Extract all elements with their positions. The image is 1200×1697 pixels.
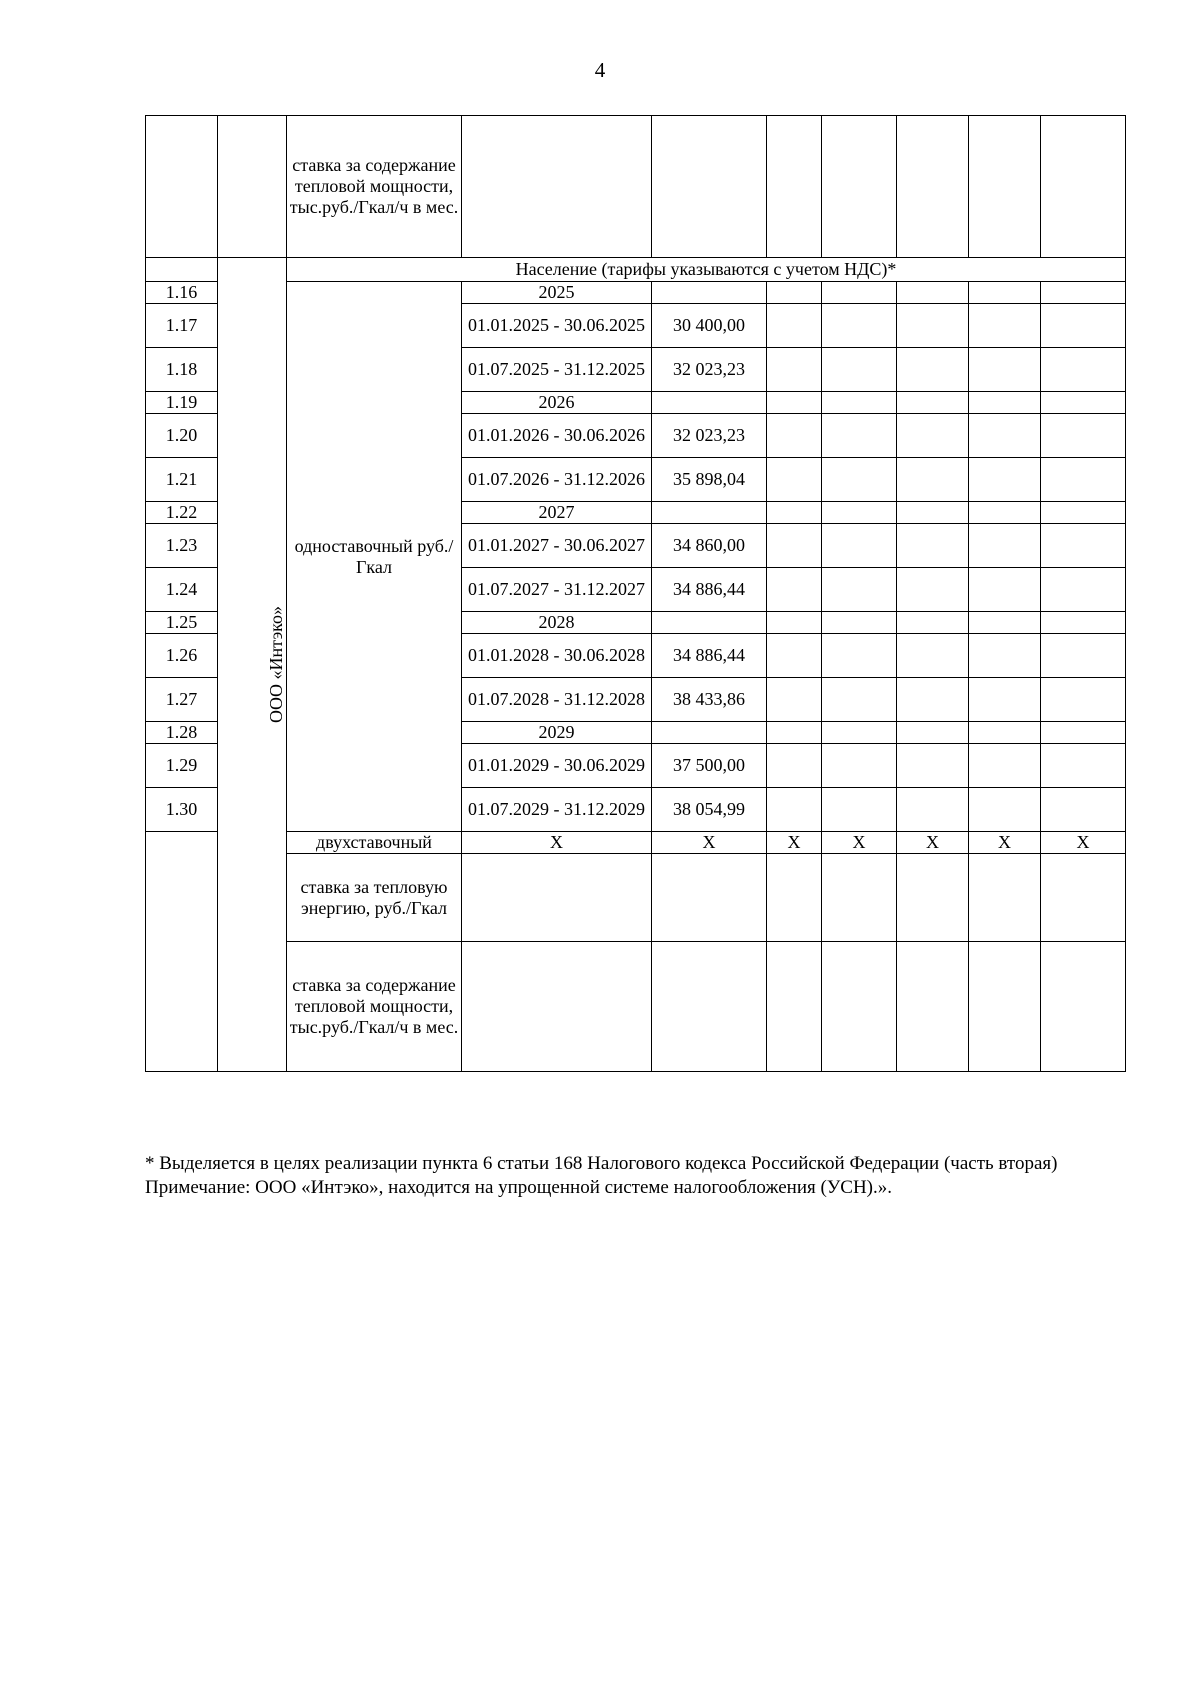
footnote-block <box>145 1152 1125 1200</box>
section-header: Население (тарифы указываются с учетом НДС)* <box>287 258 1126 282</box>
tariff-value: 32 023,23 <box>652 414 767 458</box>
capacity-rate-label: ставка за содержание тепловой мощности, тыс.руб./Гкал/ч в мес. <box>287 116 462 258</box>
x-mark: X <box>822 832 897 854</box>
period-cell: 01.01.2029 - 30.06.2029 <box>462 744 652 788</box>
x-mark: X <box>652 832 767 854</box>
row-number: 1.16 <box>146 282 218 304</box>
period-cell: 01.07.2029 - 31.12.2029 <box>462 788 652 832</box>
tariff-value: 35 898,04 <box>652 458 767 502</box>
row-number: 1.22 <box>146 502 218 524</box>
x-mark: X <box>767 832 822 854</box>
organization-cell <box>218 258 287 1072</box>
x-mark: X <box>969 832 1041 854</box>
row-number: 1.26 <box>146 634 218 678</box>
footnote-text: * Выделяется в целях реализации пункта 6 статьи 168 Налогового кодекса Российской Федерации (часть вторая) <box>145 1153 1058 1174</box>
period-cell: 2029 <box>462 722 652 744</box>
tariff-value <box>652 392 767 414</box>
table-row <box>146 258 1126 282</box>
row-number: 1.25 <box>146 612 218 634</box>
table-row <box>146 942 1126 1072</box>
row-number: 1.17 <box>146 304 218 348</box>
capacity-rate-label: ставка за содержание тепловой мощности, тыс.руб./Гкал/ч в мес. <box>287 942 462 1072</box>
tariff-value <box>652 722 767 744</box>
period-cell: 01.07.2028 - 31.12.2028 <box>462 678 652 722</box>
tariff-table <box>145 115 1126 1072</box>
note-text: Примечание: ООО «Интэко», находится на упрощенной системе налогообложения (УСН).». <box>145 1177 893 1198</box>
period-cell: 01.07.2026 - 31.12.2026 <box>462 458 652 502</box>
row-number: 1.29 <box>146 744 218 788</box>
x-mark: X <box>462 832 652 854</box>
tariff-value: 30 400,00 <box>652 304 767 348</box>
single-rate-label: одноставочный руб./Гкал <box>287 282 462 832</box>
page-number: 4 <box>594 58 606 82</box>
row-number: 1.30 <box>146 788 218 832</box>
two-rate-label: двухставочный <box>287 832 462 854</box>
period-cell: 01.07.2027 - 31.12.2027 <box>462 568 652 612</box>
tariff-value: 38 433,86 <box>652 678 767 722</box>
tariff-value <box>652 282 767 304</box>
period-cell: 01.01.2027 - 30.06.2027 <box>462 524 652 568</box>
period-cell: 01.01.2028 - 30.06.2028 <box>462 634 652 678</box>
tariff-value: 34 860,00 <box>652 524 767 568</box>
table-row <box>146 854 1126 942</box>
row-number: 1.24 <box>146 568 218 612</box>
tariff-value: 37 500,00 <box>652 744 767 788</box>
row-number: 1.21 <box>146 458 218 502</box>
period-cell: 01.01.2025 - 30.06.2025 <box>462 304 652 348</box>
period-cell: 2026 <box>462 392 652 414</box>
energy-rate-label: ставка за тепловую энергию, руб./Гкал <box>287 854 462 942</box>
period-cell: 2028 <box>462 612 652 634</box>
row-number: 1.18 <box>146 348 218 392</box>
table-row <box>146 832 1126 854</box>
tariff-value <box>652 612 767 634</box>
period-cell: 2027 <box>462 502 652 524</box>
organization-name: ООО «Интэко» <box>266 606 286 723</box>
row-number: 1.27 <box>146 678 218 722</box>
period-cell: 01.01.2026 - 30.06.2026 <box>462 414 652 458</box>
row-number: 1.23 <box>146 524 218 568</box>
table-row <box>146 282 1126 304</box>
period-cell: 2025 <box>462 282 652 304</box>
tariff-value <box>652 502 767 524</box>
tariff-value: 32 023,23 <box>652 348 767 392</box>
row-number: 1.28 <box>146 722 218 744</box>
tariff-value: 34 886,44 <box>652 568 767 612</box>
row-number: 1.20 <box>146 414 218 458</box>
table-row <box>146 116 1126 258</box>
row-number: 1.19 <box>146 392 218 414</box>
tariff-value: 34 886,44 <box>652 634 767 678</box>
x-mark: X <box>897 832 969 854</box>
tariff-value: 38 054,99 <box>652 788 767 832</box>
x-mark: X <box>1041 832 1126 854</box>
period-cell: 01.07.2025 - 31.12.2025 <box>462 348 652 392</box>
